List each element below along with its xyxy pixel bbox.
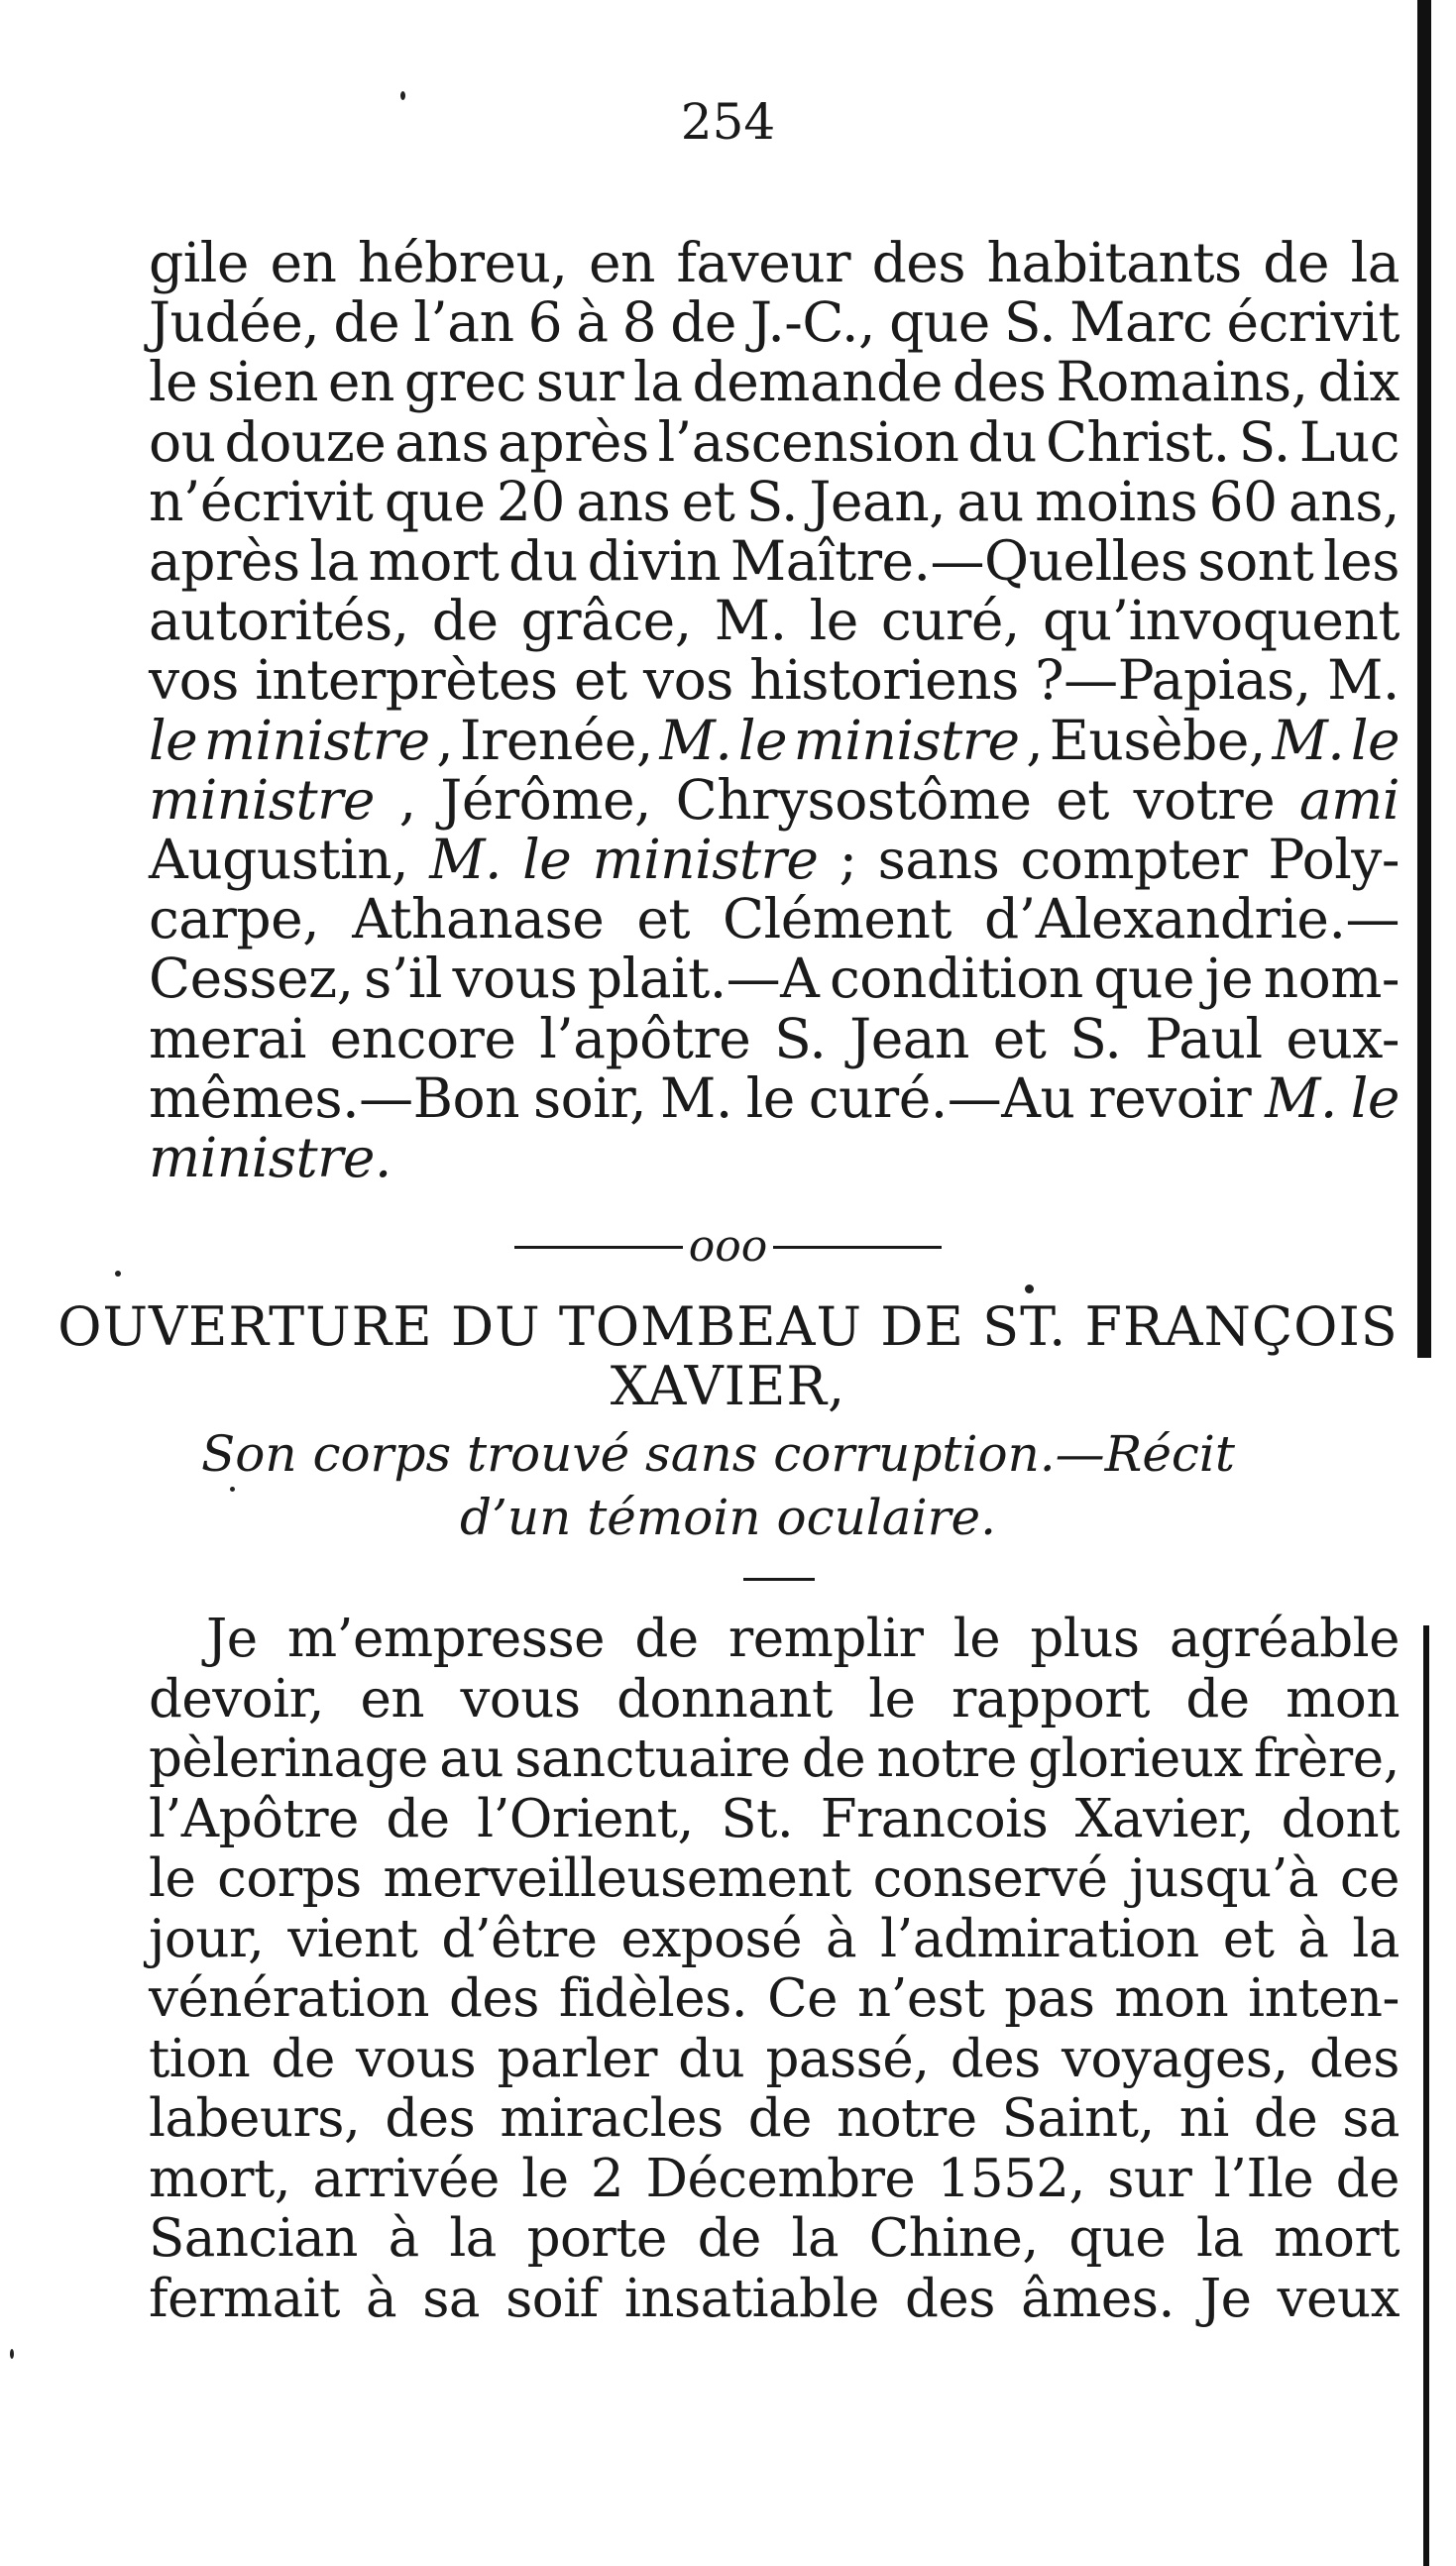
text-line xyxy=(149,1729,1400,1789)
word: faveur xyxy=(676,231,851,294)
word: , xyxy=(1026,708,1044,772)
word: tion xyxy=(149,2028,251,2089)
word: et xyxy=(574,648,627,713)
word: n’écrivit xyxy=(149,469,374,533)
text-line xyxy=(149,2028,1400,2089)
word: de xyxy=(801,1729,866,1789)
word: de xyxy=(1253,2088,1318,2149)
word: et xyxy=(636,887,690,951)
text-line xyxy=(149,2088,1400,2149)
word: Sancian xyxy=(149,2208,358,2269)
section-ornament xyxy=(0,1221,1456,1272)
italic-word: M. xyxy=(659,708,732,772)
word: insatiable xyxy=(623,2268,879,2329)
word: des xyxy=(385,2088,476,2149)
word: à xyxy=(1297,1908,1329,1969)
word: mort, xyxy=(149,2148,291,2209)
word: ni xyxy=(1178,2088,1229,2149)
italic-word: ministre xyxy=(793,708,1020,772)
word: parler xyxy=(497,2028,657,2089)
word: après xyxy=(498,409,649,474)
word: Poly- xyxy=(1268,828,1400,891)
word: sien xyxy=(207,350,318,414)
word: sans xyxy=(877,828,1000,891)
word: carpe, xyxy=(149,887,320,951)
word: 2 xyxy=(590,2148,624,2209)
word: revoir xyxy=(1088,1065,1252,1130)
word: le xyxy=(149,1848,196,1909)
word: S. xyxy=(745,469,798,533)
word: rapport xyxy=(952,1668,1150,1729)
text-line xyxy=(149,1668,1400,1729)
text-line xyxy=(149,2148,1400,2209)
word: Paul xyxy=(1145,1006,1263,1070)
word: mêmes.—Bon xyxy=(149,1065,520,1130)
text-line xyxy=(149,529,1400,593)
scan-speck xyxy=(10,2349,14,2359)
word: le xyxy=(809,589,858,653)
word: exposé xyxy=(620,1908,803,1969)
scan-speck xyxy=(115,1271,121,1277)
word: et xyxy=(1222,1908,1275,1969)
word: dix xyxy=(1317,350,1400,414)
word: remplir xyxy=(728,1609,924,1669)
word: voyages, xyxy=(1062,2028,1288,2089)
word: m’empresse xyxy=(286,1609,606,1669)
article-title-line1: OUVERTURE DU TOMBEAU DE ST. FRANÇOIS xyxy=(57,1295,1399,1358)
italic-word: le xyxy=(522,828,572,891)
word: au xyxy=(439,1729,504,1789)
italic-word: M. xyxy=(429,828,503,891)
word: frère, xyxy=(1254,1729,1400,1789)
word: habitants xyxy=(986,231,1242,294)
word: vénération xyxy=(149,1968,430,2029)
italic-word: ministre xyxy=(203,708,430,772)
word: Luc xyxy=(1298,409,1400,474)
word: ce xyxy=(1339,1848,1400,1909)
italic-word: M. xyxy=(1272,708,1345,772)
word: 20 xyxy=(496,469,565,533)
word: d’Alexandrie.— xyxy=(984,887,1400,951)
word: et xyxy=(1056,767,1109,832)
text-line xyxy=(149,1609,1400,1669)
word: corps xyxy=(217,1848,362,1909)
word: en xyxy=(589,231,655,294)
word: Jean xyxy=(849,1006,969,1070)
word: nom- xyxy=(1263,947,1400,1011)
word: douze xyxy=(224,409,387,474)
word: sanctuaire xyxy=(514,1729,791,1789)
word: Jean, xyxy=(809,469,947,533)
word: dont xyxy=(1281,1788,1400,1849)
word: le xyxy=(952,1609,1001,1669)
word: M. xyxy=(660,1065,732,1130)
word: la xyxy=(1352,1908,1400,1969)
word: divin xyxy=(587,529,722,593)
text-line xyxy=(149,290,1400,355)
word: compter xyxy=(1020,828,1248,891)
word: curé.—Au xyxy=(808,1065,1075,1130)
word: le xyxy=(868,1668,916,1729)
word: gile xyxy=(149,231,249,294)
word: miracles xyxy=(500,2088,724,2149)
word: à xyxy=(826,1908,857,1969)
word: notre xyxy=(837,2088,977,2149)
word: fermait xyxy=(149,2268,340,2329)
word: que xyxy=(1093,947,1195,1011)
word: Chine, xyxy=(868,2208,1039,2269)
scan-speck xyxy=(400,91,405,100)
word: ans, xyxy=(1288,469,1400,533)
word: de xyxy=(670,290,736,355)
text-line xyxy=(149,2208,1400,2269)
word: sur xyxy=(1107,2148,1192,2209)
word: plait.—A xyxy=(587,947,820,1011)
binding-edge-upper xyxy=(1417,0,1431,1358)
word: de xyxy=(634,1609,699,1669)
word: M. xyxy=(1327,648,1400,713)
word: l’Orient, xyxy=(477,1788,694,1849)
word: écrivit xyxy=(1226,290,1400,355)
text-line xyxy=(149,828,1400,891)
word: mon xyxy=(1114,1968,1229,2029)
word: grec xyxy=(403,350,526,414)
word: Jérôme, xyxy=(440,767,651,832)
word: âmes. xyxy=(1021,2268,1175,2329)
word: l’admiration xyxy=(880,1908,1199,1969)
word: au xyxy=(956,469,1024,533)
word: l’Apôtre xyxy=(149,1788,359,1849)
italic-word: le xyxy=(737,708,788,772)
word: Augustin, xyxy=(149,828,409,891)
word: vos xyxy=(149,648,239,713)
word: des xyxy=(952,350,1047,414)
word: jour, xyxy=(149,1908,265,1969)
word: des xyxy=(448,1968,539,2029)
word: en xyxy=(270,231,337,294)
word: les xyxy=(1323,529,1400,593)
word: mort xyxy=(1274,2208,1400,2269)
text-line xyxy=(149,469,1400,533)
word: S. xyxy=(1238,409,1290,474)
word: interprètes xyxy=(255,648,558,713)
word: Irenée, xyxy=(459,708,653,772)
word: passé, xyxy=(765,2028,930,2089)
text-line xyxy=(149,231,1400,294)
word: autorités, xyxy=(149,589,409,653)
word: des xyxy=(871,231,966,294)
word: labeurs, xyxy=(149,2088,361,2149)
word: ans xyxy=(394,409,490,474)
word: Chrysostôme xyxy=(675,767,1032,832)
text-line xyxy=(149,409,1400,474)
word: le xyxy=(521,2148,569,2209)
word: grâce, xyxy=(520,589,692,653)
word: et xyxy=(681,469,735,533)
word: n’est xyxy=(856,1968,985,2029)
word: à xyxy=(388,2208,419,2269)
word: qu’invoquent xyxy=(1042,589,1400,653)
word: M. xyxy=(714,589,787,653)
text-line xyxy=(149,1006,1400,1070)
word: de xyxy=(386,1788,450,1849)
text-line xyxy=(149,1788,1400,1849)
word: je xyxy=(1204,947,1254,1011)
word: du xyxy=(967,409,1037,474)
word: de xyxy=(1263,231,1330,294)
word: glorieux xyxy=(1028,1729,1243,1789)
word: Je xyxy=(206,1609,258,1669)
word: plus xyxy=(1030,1609,1140,1669)
word: Christ. xyxy=(1045,409,1230,474)
word: en xyxy=(327,350,394,414)
word: du xyxy=(508,529,578,593)
scan-speck xyxy=(230,1487,235,1492)
word: pèlerinage xyxy=(149,1729,428,1789)
word: jusqu’à xyxy=(1129,1848,1319,1909)
word: Ce xyxy=(767,1968,839,2029)
word: que xyxy=(1068,2208,1167,2269)
word: ; xyxy=(839,828,857,891)
word: vous xyxy=(460,1668,581,1729)
italic-word: ministre xyxy=(149,767,375,832)
word: après xyxy=(149,529,300,593)
word: votre xyxy=(1133,767,1276,832)
article-subtitle-line2: d’un témoin oculaire. xyxy=(460,1489,996,1546)
word: et xyxy=(992,1006,1047,1070)
ornament-rule-right xyxy=(773,1246,942,1249)
word: ?—Papias, xyxy=(1035,648,1311,713)
word: arrivée xyxy=(312,2148,500,2209)
word: d’être xyxy=(441,1908,598,1969)
word: encore xyxy=(329,1006,516,1070)
word: Francois xyxy=(820,1788,1049,1849)
word: porte xyxy=(526,2208,667,2269)
word: merveilleusement xyxy=(383,1848,851,1909)
word: vous xyxy=(356,2028,477,2089)
text-line xyxy=(149,2268,1400,2329)
page-edge xyxy=(1407,0,1456,2566)
word: Je xyxy=(1199,2268,1252,2329)
word: l’an xyxy=(413,290,514,355)
word: Eusèbe, xyxy=(1049,708,1266,772)
word: Athanase xyxy=(352,887,605,951)
word: le xyxy=(149,350,198,414)
word: la xyxy=(791,2208,840,2269)
word: la xyxy=(633,350,683,414)
italic-word: le xyxy=(149,708,198,772)
word: de xyxy=(747,2088,813,2149)
word: la xyxy=(309,529,359,593)
word: 6 xyxy=(527,290,563,355)
text-line xyxy=(149,350,1400,414)
word: du xyxy=(678,2028,745,2089)
word: des xyxy=(904,2268,995,2329)
word: J.-C., xyxy=(750,290,875,355)
italic-word: ministre xyxy=(592,828,819,891)
word: que xyxy=(384,469,486,533)
word: Romains, xyxy=(1056,350,1308,414)
word: vos xyxy=(643,648,733,713)
word: donnant xyxy=(616,1668,833,1729)
word: 1552, xyxy=(937,2148,1085,2209)
word: Marc xyxy=(1069,290,1213,355)
word: soif xyxy=(505,2268,599,2329)
word: de xyxy=(1335,2148,1400,2209)
word: devoir, xyxy=(149,1668,324,1729)
word: l’ascension xyxy=(657,409,959,474)
word: Judée, xyxy=(149,290,320,355)
italic-word: M. xyxy=(1265,1065,1337,1130)
word: condition xyxy=(829,947,1083,1011)
word: hébreu, xyxy=(358,231,568,294)
word: de xyxy=(1185,1668,1250,1729)
binding-edge-lower xyxy=(1423,1625,1429,2566)
word: Décembre xyxy=(645,2148,916,2209)
word: ou xyxy=(149,409,216,474)
text-line xyxy=(149,1908,1400,1969)
text-line xyxy=(149,1968,1400,2029)
word: , xyxy=(436,708,454,772)
word: curé, xyxy=(880,589,1020,653)
word: fidèles. xyxy=(558,1968,748,2029)
text-line xyxy=(149,887,1400,951)
word: conservé xyxy=(872,1848,1108,1909)
word: mort xyxy=(368,529,500,593)
text-line xyxy=(149,947,1400,1011)
word: la xyxy=(1195,2208,1244,2269)
word: moins xyxy=(1035,469,1198,533)
scan-speck xyxy=(1025,1284,1034,1293)
article-subtitle-line1: Son corps trouvé sans corruption.—Récit xyxy=(201,1425,1235,1483)
word: pas xyxy=(1004,1968,1095,2029)
word: agréable xyxy=(1169,1609,1400,1669)
word: mon xyxy=(1286,1668,1400,1729)
italic-word: le xyxy=(1350,1065,1400,1130)
word: de xyxy=(697,2208,761,2269)
word: merai xyxy=(149,1006,306,1070)
word: l’Ile xyxy=(1213,2148,1314,2209)
word: de xyxy=(333,290,400,355)
word: de xyxy=(431,589,499,653)
ornament-rule-left xyxy=(514,1246,683,1249)
text-line xyxy=(149,589,1400,653)
subtitle-divider xyxy=(743,1578,815,1581)
word: inten- xyxy=(1248,1968,1400,2029)
word: St. xyxy=(721,1788,794,1849)
text-line xyxy=(149,708,1400,772)
word: la xyxy=(1350,231,1400,294)
text-line xyxy=(149,1848,1400,1909)
word: l’apôtre xyxy=(539,1006,751,1070)
word: le xyxy=(745,1065,795,1130)
word: notre xyxy=(876,1729,1017,1789)
word: S. xyxy=(1069,1006,1122,1070)
word: que xyxy=(889,290,990,355)
word: sa xyxy=(422,2268,481,2329)
text-line xyxy=(149,648,1400,713)
word: vous xyxy=(452,947,578,1011)
word: de xyxy=(271,2028,335,2089)
word: soir, xyxy=(532,1065,647,1130)
word: des xyxy=(950,2028,1041,2089)
word: demande xyxy=(692,350,943,414)
text-line xyxy=(149,1065,1400,1130)
word: vient xyxy=(287,1908,418,1969)
word: sa xyxy=(1342,2088,1400,2149)
word: S. xyxy=(1003,290,1057,355)
word: , xyxy=(398,767,416,832)
word: Clément xyxy=(723,887,952,951)
word: Saint, xyxy=(1001,2088,1155,2149)
text-line-last: ministre. xyxy=(149,1126,392,1189)
word: Cessez, xyxy=(149,947,354,1011)
article-title-line2: XAVIER, xyxy=(610,1355,846,1417)
word: 8 xyxy=(621,290,657,355)
word: historiens xyxy=(749,648,1019,713)
word: 60 xyxy=(1208,469,1278,533)
word: en xyxy=(360,1668,424,1729)
italic-word: ami xyxy=(1298,767,1400,832)
word: Maître.—Quelles xyxy=(729,529,1188,593)
ornament-text: ooo xyxy=(688,1221,768,1272)
text-line xyxy=(149,767,1400,832)
word: eux- xyxy=(1286,1006,1400,1070)
word: veux xyxy=(1277,2268,1400,2329)
word: Xavier, xyxy=(1074,1788,1255,1849)
word: s’il xyxy=(364,947,443,1011)
word: sont xyxy=(1197,529,1314,593)
page-number: 254 xyxy=(680,93,776,151)
word: ans xyxy=(576,469,671,533)
italic-word: le xyxy=(1350,708,1400,772)
word: sur xyxy=(535,350,624,414)
word: à xyxy=(576,290,609,355)
word: S. xyxy=(774,1006,827,1070)
word: à xyxy=(366,2268,397,2329)
word: la xyxy=(449,2208,497,2269)
word: des xyxy=(1308,2028,1400,2089)
